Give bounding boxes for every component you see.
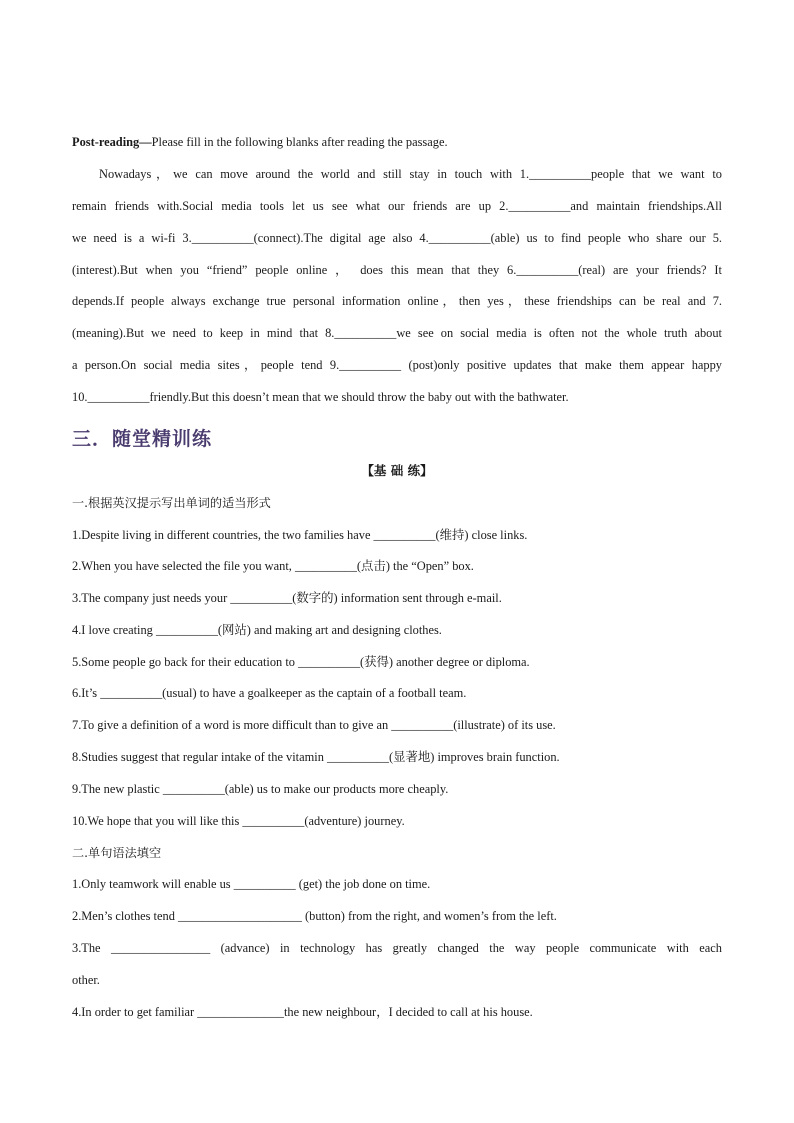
subsection-title: 【基 础 练】 (361, 463, 433, 478)
exercise-item: 4.In order to get familiar ______________the new neighbour，I decided to call at his house. (72, 1005, 533, 1019)
exercise-item: 2.Men’s clothes tend ____________________ (button) from the right, and women’s from the left. (72, 909, 557, 923)
exercise-item: 6.It’s __________(usual) to have a goalkeeper as the captain of a football team. (72, 686, 467, 700)
part1-heading: 一.根据英汉提示写出单词的适当形式 (72, 496, 271, 510)
exercise-item: 3.The company just needs your __________(数字的) information sent through e-mail. (72, 591, 502, 605)
passage-line: (interest).But when you “friend” people online ， does this mean that they 6.__________(real) are your friends? It (72, 263, 722, 277)
passage-line: Nowadays，we can move around the world and still stay in touch with 1.__________people that we want to (99, 167, 722, 181)
post-reading-label: Post-reading— (72, 135, 152, 149)
passage-line: we need is a wi-fi 3.__________(connect).The digital age also 4.__________(able) us to find people who share our 5. (72, 231, 722, 245)
exercise-item: 1.Only teamwork will enable us __________ (get) the job done on time. (72, 877, 431, 891)
passage-line: 10.__________friendly.But this doesn’t mean that we should throw the baby out with the bathwater. (72, 390, 569, 404)
exercise-item: 4.I love creating __________(网站) and making art and designing clothes. (72, 623, 442, 637)
exercise-item: 9.The new plastic __________(able) us to make our products more cheaply. (72, 782, 449, 796)
exercise-item-continuation: other. (72, 973, 100, 987)
post-reading-instruction-text: Please fill in the following blanks after reading the passage. (151, 135, 448, 149)
post-reading-instruction (72, 134, 722, 150)
passage-line: (meaning).But we need to keep in mind that 8.__________we see on social media is often not the whole truth about (72, 326, 722, 340)
passage-line: remain friends with.Social media tools let us see what our friends are up 2.__________and maintain friendships.All (72, 199, 722, 213)
exercise-item: 2.When you have selected the file you want, __________(点击) the “Open” box. (72, 559, 474, 573)
exercise-item: 3.The ________________ (advance) in technology has greatly changed the way people communicate with each (72, 941, 722, 955)
passage-line: a person.On social media sites，people tend 9.__________ (post)only positive updates that make them appear happy (72, 358, 722, 372)
exercise-item: 7.To give a definition of a word is more difficult than to give an __________(illustrate) of its use. (72, 718, 556, 732)
part2-heading: 二.单句语法填空 (72, 846, 162, 860)
exercise-item: 10.We hope that you will like this __________(adventure) journey. (72, 814, 405, 828)
passage-line: depends.If people always exchange true personal information online，then yes，these friendships can be real and 7. (72, 294, 722, 308)
exercise-item: 8.Studies suggest that regular intake of the vitamin __________(显著地) improves brain function. (72, 750, 560, 764)
exercise-item: 5.Some people go back for their education to __________(获得) another degree or diploma. (72, 655, 530, 669)
exercise-item: 1.Despite living in different countries, the two families have __________(维持) close links. (72, 528, 528, 542)
section-title: 三．随堂精训练 (72, 428, 213, 450)
